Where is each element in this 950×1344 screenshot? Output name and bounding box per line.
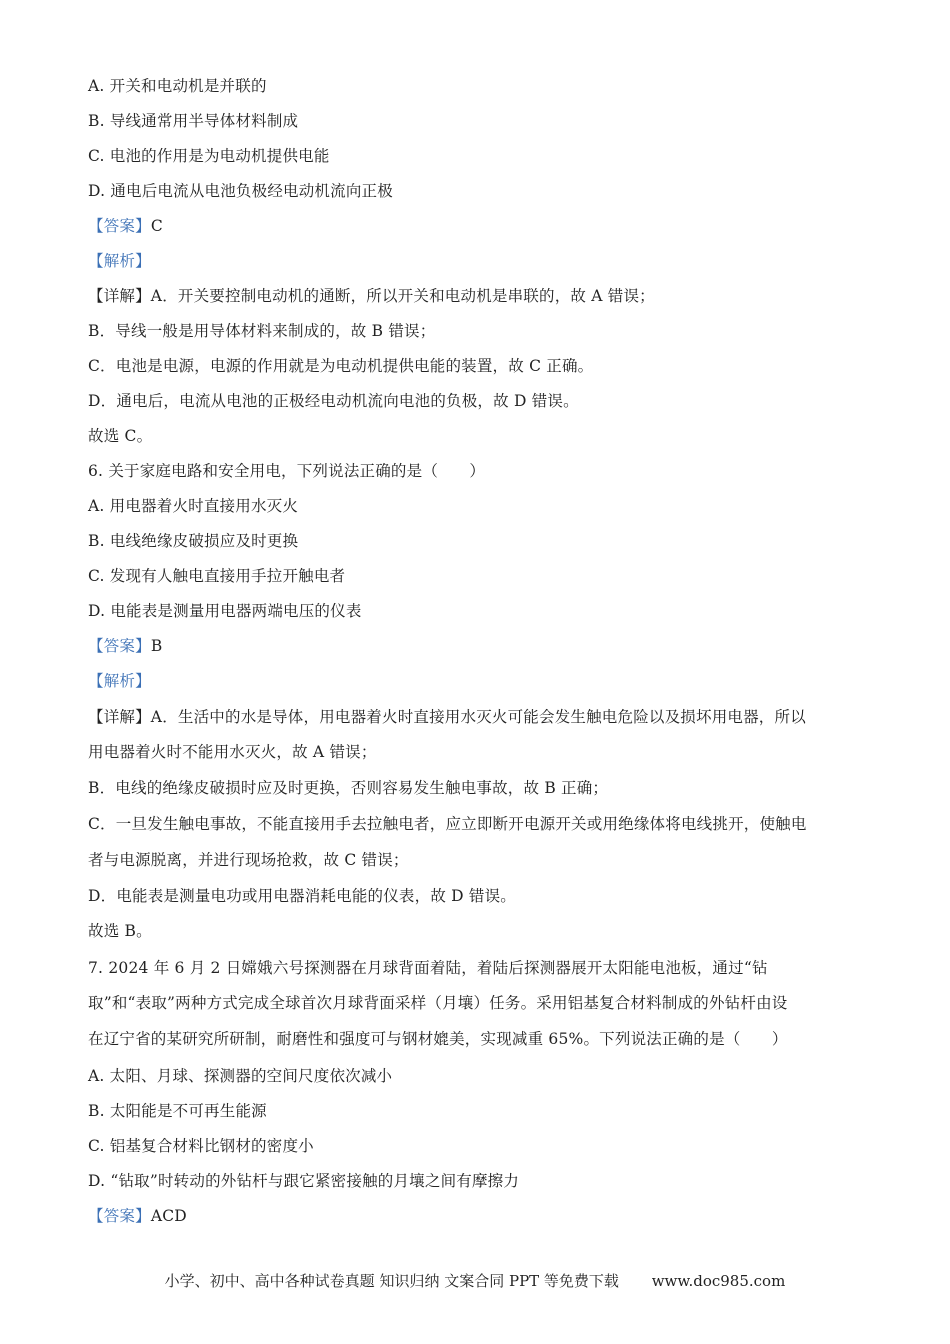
text-line — [88, 321, 435, 341]
text-line — [88, 1136, 314, 1156]
line-text: C. 电池的作用是为电动机提供电能 — [88, 147, 330, 165]
text-line — [88, 286, 655, 306]
text-line — [88, 636, 162, 656]
section-tag: 【解析】 — [88, 672, 151, 690]
line-text: D. 电能表是测量用电器两端电压的仪表 — [88, 602, 362, 620]
line-text: 用电器着火时不能用水灭火，故 A 错误； — [88, 743, 377, 761]
text-line — [88, 742, 377, 762]
section-tag: 【答案】 — [88, 1207, 151, 1225]
section-tag: 【答案】 — [88, 217, 151, 235]
text-line — [88, 993, 787, 1013]
text-line — [88, 671, 151, 691]
text-line — [88, 850, 409, 870]
line-text: B. 导线通常用半导体材料制成 — [88, 112, 299, 130]
line-text: 者与电源脱离，并进行现场抢救，故 C 错误； — [88, 851, 409, 869]
line-text: C. 发现有人触电直接用手拉开触电者 — [88, 567, 346, 585]
text-line — [88, 778, 608, 798]
text-line — [88, 216, 163, 236]
text-line — [88, 566, 345, 586]
text-line — [88, 958, 768, 978]
line-text: B. 太阳能是不可再生能源 — [88, 1102, 267, 1120]
line-text: B．电线的绝缘皮破损时应及时更换，否则容易发生触电事故，故 B 正确； — [88, 779, 609, 797]
line-text: 6. 关于家庭电路和安全用电，下列说法正确的是（ ） — [88, 462, 486, 480]
text-line — [88, 1066, 392, 1086]
section-tag: 【解析】 — [88, 252, 151, 270]
line-text: 在辽宁省的某研究所研制，耐磨性和强度可与钢材媲美，实现减重 65%。下列说法正确的是（ ） — [88, 1030, 788, 1048]
line-text: B．导线一般是用导体材料来制成的，故 B 错误； — [88, 322, 436, 340]
line-text: C．电池是电源，电源的作用就是为电动机提供电能的装置，故 C 正确。 — [88, 357, 594, 375]
text-line — [88, 1206, 187, 1226]
text-line — [88, 601, 362, 621]
text-line — [88, 707, 806, 727]
line-text: 取”和“表取”两种方式完成全球首次月球背面采样（月壤）任务。采用铝基复合材料制成的外钻杆由设 — [88, 994, 788, 1012]
text-line — [88, 531, 298, 551]
line-text: B — [150, 637, 163, 655]
line-text: C．一旦发生触电事故，不能直接用手去拉触电者，应立即断开电源开关或用绝缘体将电线挑开，使触电 — [88, 815, 807, 833]
footer-url[interactable]: www.doc985.com — [651, 1272, 786, 1290]
line-text: A. 太阳、月球、探测器的空间尺度依次减小 — [88, 1067, 393, 1085]
text-line — [88, 1171, 519, 1191]
text-line — [88, 391, 579, 411]
line-text: D. 通电后电流从电池负极经电动机流向正极 — [88, 182, 393, 200]
text-line — [88, 921, 152, 941]
text-line — [88, 251, 151, 271]
line-text: 故选 B。 — [88, 922, 152, 940]
line-text: D．电能表是测量电功或用电器消耗电能的仪表，故 D 错误。 — [88, 887, 517, 905]
line-text: 【详解】A．生活中的水是导体，用电器着火时直接用水灭火可能会发生触电危险以及损坏用电器，所以 — [88, 708, 806, 726]
section-tag: 【答案】 — [88, 637, 151, 655]
line-text: ACD — [150, 1207, 187, 1225]
text-line — [88, 886, 516, 906]
page-footer — [0, 1270, 950, 1291]
text-line — [88, 426, 152, 446]
line-text: A. 用电器着火时直接用水灭火 — [88, 497, 299, 515]
line-text: D．通电后，电流从电池的正极经电动机流向电池的负极，故 D 错误。 — [88, 392, 579, 410]
line-text: C — [150, 217, 163, 235]
text-line — [88, 1029, 788, 1049]
line-text: B. 电线绝缘皮破损应及时更换 — [88, 532, 299, 550]
footer-text: 小学、初中、高中各种试卷真题 知识归纳 文案合同 PPT 等免费下载 — [164, 1272, 619, 1290]
text-line — [88, 1101, 267, 1121]
line-text: A. 开关和电动机是并联的 — [88, 77, 267, 95]
text-line — [88, 461, 485, 481]
line-text: D. “钻取”时转动的外钻杆与跟它紧密接触的月壤之间有摩擦力 — [88, 1172, 520, 1190]
text-line — [88, 496, 298, 516]
text-line — [88, 146, 330, 166]
text-line — [88, 814, 807, 834]
text-line — [88, 111, 298, 131]
text-line — [88, 356, 593, 376]
line-text: C. 铝基复合材料比钢材的密度小 — [88, 1137, 314, 1155]
line-text: 7. 2024 年 6 月 2 日嫦娥六号探测器在月球背面着陆，着陆后探测器展开太阳能电池板，通过“钻 — [88, 959, 768, 977]
line-text: 【详解】A．开关要控制电动机的通断，所以开关和电动机是串联的，故 A 错误； — [88, 287, 655, 305]
text-line — [88, 76, 267, 96]
text-line — [88, 181, 393, 201]
line-text: 故选 C。 — [88, 427, 153, 445]
